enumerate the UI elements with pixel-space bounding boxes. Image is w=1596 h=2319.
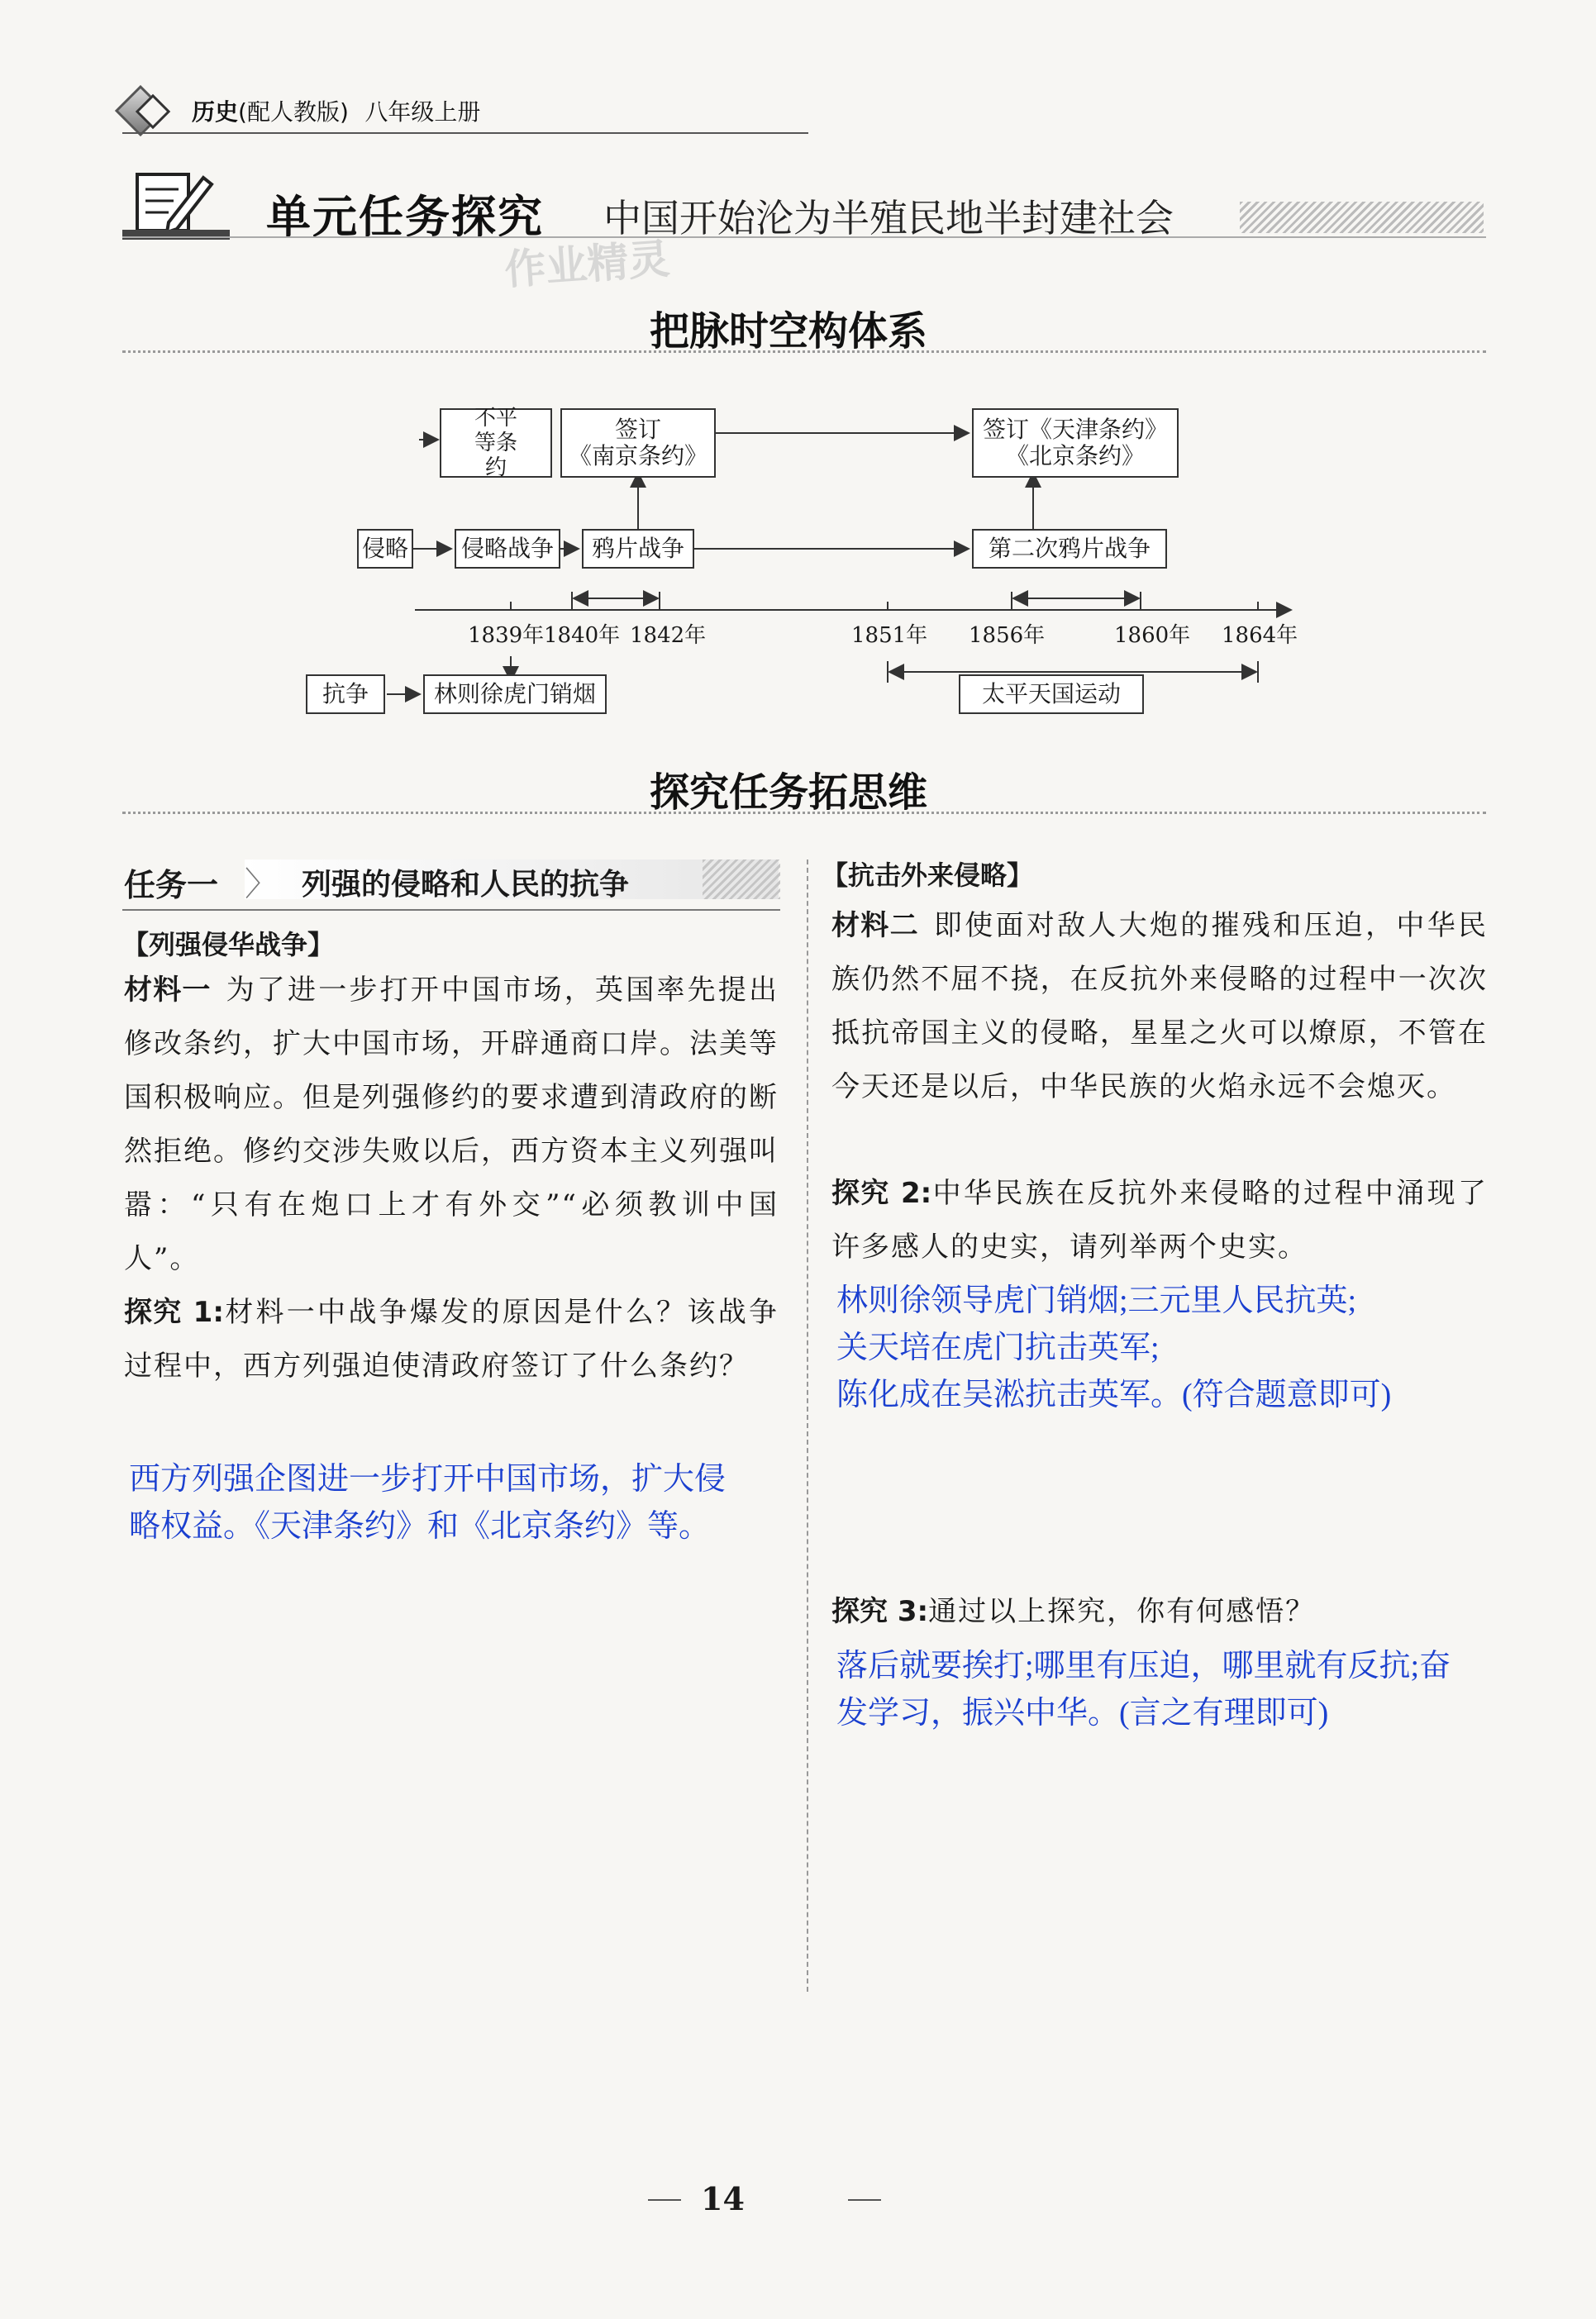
page-number: 14 — [701, 2180, 745, 2217]
answer-two-line3: 陈化成在吴淞抗击英军。(符合题意即可) — [836, 1378, 1392, 1412]
answer-one-line1: 西方列强企图进一步打开中国市场，扩大侵 — [129, 1462, 727, 1497]
task-label: 任务一 — [124, 867, 219, 903]
question-one-text: 材料一中战争爆发的原因是什么？该战争过程中，西方列强迫使清政府签订了什么条约？ — [124, 1296, 779, 1383]
question-three-label: 探究 3: — [831, 1595, 929, 1628]
material-two-label: 材料二 — [831, 909, 919, 942]
question-two — [831, 1167, 1488, 1274]
box-invasion-war: 侵略战争 — [455, 529, 560, 569]
year-1860: 1860年 — [1114, 623, 1191, 648]
box-tianjin-beijing-treaty — [972, 408, 1179, 478]
right-section-tag: 【抗击外来侵略】 — [822, 860, 1034, 891]
footer-dash-right — [848, 2199, 881, 2201]
year-1856: 1856年 — [969, 623, 1046, 648]
left-section-tag: 【列强侵华战争】 — [122, 929, 335, 960]
watermark: 作业精灵 — [503, 235, 672, 294]
box-lin-zexu: 林则徐虎门销烟 — [423, 674, 607, 714]
chevron-right-icon: 〉 — [245, 865, 278, 903]
label-invasion: 侵略 — [357, 529, 413, 569]
question-three — [831, 1585, 1488, 1639]
section-dotted-rule-2 — [122, 812, 1486, 814]
year-1839: 1839年 — [468, 623, 545, 648]
year-1864: 1864年 — [1222, 623, 1298, 648]
question-two-text: 中华民族在反抗外来侵略的过程中涌现了许多感人的史实，请列举两个史实。 — [831, 1177, 1489, 1264]
material-one-text: 为了进一步打开中国市场，英国率先提出修改条约，扩大中国市场，开辟通商口岸。法美等国积极响应。但是列强修约的要求遭到清政府的断然拒绝。修约交涉失败以后，西方资本主义列强叫嚣：“只有在炮口上才有外交”“必须教训中国人”。 — [124, 974, 779, 1275]
answer-one — [129, 1456, 790, 1550]
task-stripe-decoration — [703, 860, 780, 899]
header-rule — [122, 132, 808, 134]
label-resistance: 抗争 — [306, 674, 385, 714]
header-grade: 八年级上册 — [364, 98, 481, 126]
question-three-text: 通过以上探究，你有何感悟？ — [928, 1595, 1316, 1628]
column-divider — [807, 860, 808, 1992]
unit-rule — [122, 236, 1486, 238]
answer-two — [836, 1278, 1498, 1419]
box-tianjin-line1: 签订《天津条约》 — [982, 416, 1168, 443]
box-second-opium-war: 第二次鸦片战争 — [972, 529, 1167, 569]
answer-three-line2: 发学习，振兴中华。(言之有理即可) — [836, 1696, 1329, 1731]
box-opium-war: 鸦片战争 — [582, 529, 694, 569]
answer-three-line1: 落后就要挨打;哪里有压迫，哪里就有反抗;奋 — [836, 1649, 1451, 1683]
box-unequal-label: 不平等条约 — [474, 406, 517, 480]
year-1851: 1851年 — [851, 623, 928, 648]
material-two-text: 即使面对敌人大炮的摧残和压迫，中华民族仍然不屈不挠，在反抗外来侵略的过程中一次次抵抗帝国主义的侵略，星星之火可以燎原，不管在今天还是以后，中华民族的火焰永远不会熄灭。 — [831, 909, 1489, 1103]
box-nanjing-line2: 《南京条约》 — [568, 442, 707, 469]
unit-subtitle: 中国开始沦为半殖民地半封建社会 — [603, 196, 1174, 240]
section-title-tasks: 探究任务拓思维 — [650, 769, 928, 816]
year-1840: 1840年 — [544, 623, 621, 648]
box-nanjing-treaty — [560, 408, 716, 478]
year-1842: 1842年 — [630, 623, 707, 648]
timeline-diagram — [306, 388, 1314, 736]
task-rule — [122, 909, 780, 911]
box-taiping: 太平天国运动 — [959, 674, 1144, 714]
section-dotted-rule — [122, 350, 1486, 353]
answer-three — [836, 1643, 1498, 1737]
task-title: 列强的侵略和人民的抗争 — [302, 868, 630, 902]
unit-banner-bar — [122, 230, 230, 240]
box-unequal-treaty — [440, 408, 552, 478]
material-one — [124, 964, 779, 1286]
running-header — [192, 94, 480, 127]
question-one — [124, 1286, 779, 1393]
header-subject: 历史 — [192, 98, 239, 126]
box-tianjin-line2: 《北京条约》 — [1005, 442, 1145, 469]
material-one-label: 材料一 — [124, 974, 212, 1007]
header-edition: (配人教版) — [238, 98, 349, 126]
material-two — [831, 899, 1488, 1114]
question-one-label: 探究 1: — [124, 1296, 224, 1329]
section-title-timeline: 把脉时空构体系 — [650, 308, 928, 355]
unit-stripe-decoration — [1240, 202, 1484, 233]
answer-two-line2: 关天培在虎门抗击英军; — [836, 1331, 1160, 1365]
question-two-label: 探究 2: — [831, 1177, 932, 1210]
footer-dash-left — [648, 2199, 681, 2201]
unit-title: 单元任务探究 — [266, 191, 544, 243]
answer-two-line1: 林则徐领导虎门销烟;三元里人民抗英; — [836, 1283, 1357, 1318]
answer-one-line2: 略权益。《天津条约》和《北京条约》等。 — [129, 1509, 711, 1544]
box-nanjing-line1: 签订 — [614, 416, 661, 443]
